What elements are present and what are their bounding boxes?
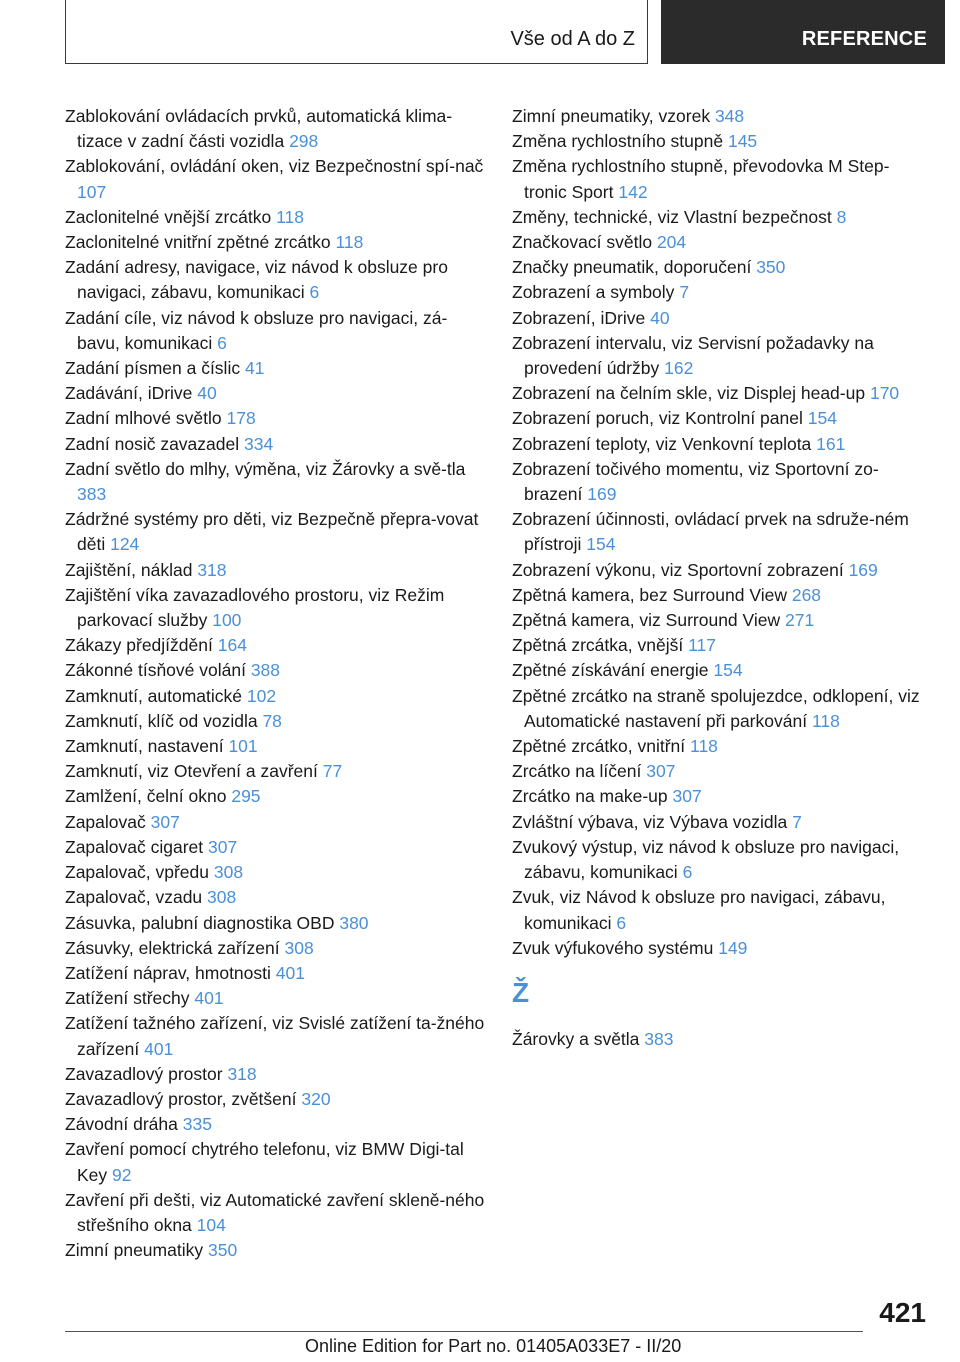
index-entry [512, 306, 932, 331]
index-entry-page-link[interactable]: 107 [77, 181, 107, 202]
index-entry-page-link[interactable]: 178 [226, 408, 256, 429]
index-entry-page-link[interactable]: 348 [714, 106, 745, 126]
index-entry-text: Zobrazení, iDrive [512, 307, 646, 328]
index-entry-page-link[interactable]: 40 [650, 307, 670, 328]
index-entry-page-link[interactable]: 307 [150, 811, 180, 832]
index-entry [65, 759, 485, 784]
index-entry [512, 759, 932, 784]
index-entry-page-link[interactable]: 142 [618, 181, 648, 202]
index-entry-text: Zrcátko na make-up [512, 786, 668, 807]
index-entry [65, 205, 485, 230]
index-entries-letter [512, 1027, 932, 1052]
index-entry-text: Zákazy předjíždění [65, 635, 213, 656]
index-entry [512, 255, 932, 280]
index-entry-page-link[interactable]: 350 [756, 257, 786, 278]
index-entry-page-link[interactable]: 102 [246, 685, 277, 706]
index-entry [65, 784, 485, 809]
index-entry-text: Změna rychlostního stupně [512, 131, 724, 152]
index-entry [512, 1027, 932, 1052]
index-entry [512, 885, 932, 935]
index-entry-page-link[interactable]: 149 [718, 937, 748, 958]
index-entry-text: Zobrazení a symboly [512, 282, 675, 303]
index-entry [65, 255, 485, 305]
index-entry-page-link[interactable]: 350 [207, 1240, 238, 1261]
index-entry-text: Zavření při dešti, viz Automatické zavření skleně-ného střešního okna [65, 1189, 485, 1235]
index-entry-text: Zobrazení intervalu, viz Servisní požadavky na provedení údržby [512, 332, 874, 379]
index-entry [65, 709, 485, 734]
index-entry [65, 684, 485, 709]
index-entry-page-link[interactable]: 307 [646, 761, 676, 782]
index-entry-text: Zadávání, iDrive [65, 383, 193, 404]
index-entry [65, 1238, 485, 1263]
index-entry-page-link[interactable]: 104 [196, 1214, 226, 1235]
index-entry [512, 507, 932, 557]
index-entry-text: Zadní mlhové světlo [65, 408, 222, 429]
index-entry-text: Zobrazení na čelním skle, viz Displej head-up [512, 383, 866, 404]
index-entry [512, 154, 932, 204]
index-entry-page-link[interactable]: 154 [807, 408, 837, 429]
index-entry-text: Zamknutí, klíč od vozidla [65, 710, 258, 731]
index-entry [65, 1137, 485, 1187]
index-entry [65, 1062, 485, 1087]
index-entry-page-link[interactable]: 268 [791, 584, 822, 605]
index-entry [65, 1112, 485, 1137]
index-entry-text: Zobrazení výkonu, viz Sportovní zobrazení [512, 559, 844, 580]
index-entry [65, 381, 485, 406]
index-entry-text: Zavazadlový prostor [65, 1063, 223, 1084]
index-entry-page-link[interactable]: 335 [182, 1114, 212, 1135]
index-entry-page-link[interactable]: 308 [207, 887, 237, 908]
index-entry-page-link[interactable]: 380 [339, 912, 369, 933]
index-entry-page-link[interactable]: 401 [144, 1038, 174, 1059]
index-entry [512, 558, 932, 583]
index-entry-text: Zavření pomocí chytrého telefonu, viz BMW Digi-tal Key [65, 1139, 464, 1185]
header-chapter-box [661, 0, 945, 64]
index-entry-text: Zimní pneumatiky [65, 1240, 204, 1261]
index-entry [65, 406, 485, 431]
index-entry-text: Zádržné systémy pro děti, viz Bezpečně přepra-vovat děti [65, 509, 479, 555]
index-entry-text: Zaclonitelné vnější zrcátko [65, 206, 272, 227]
index-entry [65, 306, 485, 356]
index-entry [512, 936, 932, 961]
index-entry-page-link[interactable]: 124 [110, 534, 140, 555]
index-entry-page-link[interactable]: 204 [656, 232, 687, 253]
index-entry-page-link[interactable]: 6 [616, 912, 627, 933]
index-entry-text: Změna rychlostního stupně, převodovka M Step-tronic Sport [512, 156, 890, 202]
index-entry-text: Zatížení tažného zařízení, viz Svislé zatížení ta-žného zařízení [65, 1013, 485, 1059]
index-entry [65, 432, 485, 457]
index-entry-page-link[interactable]: 271 [785, 610, 815, 631]
index-entry [512, 104, 932, 129]
index-entry [512, 734, 932, 759]
index-entry-page-link[interactable]: 92 [112, 1164, 132, 1185]
index-entry-page-link[interactable]: 41 [244, 358, 265, 379]
index-entry-page-link[interactable]: 295 [231, 786, 261, 807]
index-entry [65, 860, 485, 885]
index-entry-text: Značky pneumatik, doporučení [512, 257, 752, 278]
index-entry-page-link[interactable]: 8 [836, 206, 847, 227]
index-entry-text: Zobrazení účinnosti, ovládací prvek na sdruže-ném přístroji [512, 509, 909, 555]
index-entry [512, 633, 932, 658]
index-entry-page-link[interactable]: 161 [816, 433, 846, 454]
index-entry [65, 658, 485, 683]
index-entry-page-link[interactable]: 334 [244, 433, 274, 454]
index-entry [512, 784, 932, 809]
index-entry-page-link[interactable]: 154 [713, 660, 743, 681]
index-entry-page-link[interactable]: 118 [276, 206, 304, 227]
index-entry-page-link[interactable]: 6 [217, 332, 227, 353]
index-entry-text: Zadání písmen a číslic [65, 358, 241, 379]
index-entry-text: Zvuk výfukového systému [512, 937, 714, 958]
index-entry-page-link[interactable]: 401 [275, 962, 305, 983]
index-entry-text: Zásuvky, elektrická zařízení [65, 937, 280, 958]
index-entry-page-link[interactable]: 320 [301, 1088, 331, 1109]
index-entry [512, 129, 932, 154]
index-entry [65, 457, 485, 507]
index-entry [65, 835, 485, 860]
index-entry-text: Zvukový výstup, viz návod k obsluze pro navigaci, zábavu, komunikaci [512, 836, 900, 883]
index-entry [512, 658, 932, 683]
index-entry-page-link[interactable]: 40 [197, 383, 217, 404]
index-entry-page-link[interactable]: 162 [664, 358, 694, 379]
index-entry [512, 230, 932, 255]
index-entry-text: Zamknutí, automatické [65, 685, 243, 706]
index-entry [65, 154, 485, 204]
index-entry-page-link[interactable]: 170 [869, 383, 900, 404]
index-entry-text: Zvláštní výbava, viz Výbava vozidla [512, 811, 788, 832]
index-entry-page-link[interactable]: 78 [262, 710, 282, 731]
index-entry-text: Zamknutí, viz Otevření a zavření [65, 761, 318, 782]
index-entry-text: Zapalovač cigaret [65, 836, 204, 857]
index-entry [65, 911, 485, 936]
index-entry-text: Zvuk, viz Návod k obsluze pro navigaci, zábavu, komunikaci [512, 887, 886, 933]
index-entry-text: Zapalovač, vzadu [65, 887, 203, 908]
index-entry [65, 633, 485, 658]
index-entry [65, 507, 485, 557]
index-entry-page-link[interactable]: 7 [792, 811, 802, 832]
index-entry-page-link[interactable]: 164 [217, 635, 247, 656]
index-entry-page-link[interactable]: 100 [212, 610, 242, 631]
index-entry-text: Zamlžení, čelní okno [65, 786, 227, 807]
index-entry-text: Zadní nosič zavazadel [65, 433, 240, 454]
index-entry [65, 936, 485, 961]
index-entry-text: Zákonné tísňové volání [65, 660, 246, 681]
index-entry-page-link[interactable]: 169 [587, 484, 617, 505]
index-entry-text: Zamknutí, nastavení [65, 736, 224, 757]
index-entry-text: Zajištění, náklad [65, 559, 193, 580]
index-entry-text: Zadní světlo do mlhy, výměna, viz Žárovky a svě-tla [65, 458, 466, 479]
index-entry-page-link[interactable]: 169 [848, 559, 878, 580]
index-entry-page-link[interactable]: 6 [682, 862, 693, 883]
index-entry-text: Značkovací světlo [512, 232, 653, 253]
index-entry-page-link[interactable]: 401 [194, 988, 224, 1009]
header-section-title: Vše od A do Z [510, 28, 635, 50]
index-entry-text: Žárovky a světla [512, 1028, 640, 1049]
index-entry-page-link[interactable]: 117 [688, 635, 716, 656]
index-entry [512, 432, 932, 457]
index-entry [65, 1011, 485, 1061]
index-entry-text: Změny, technické, viz Vlastní bezpečnost [512, 206, 832, 227]
index-entry-text: Zobrazení točivého momentu, viz Sportovní zo-brazení [512, 458, 879, 505]
index-entry-page-link[interactable]: 307 [208, 836, 238, 857]
index-letter-heading: Ž [512, 976, 530, 1008]
index-entry [65, 356, 485, 381]
index-entry-text: Zavazadlový prostor, zvětšení [65, 1088, 297, 1109]
index-entry-text: Zpětné získávání energie [512, 660, 709, 681]
index-entry [512, 280, 932, 305]
index-entry [512, 381, 932, 406]
index-entry-page-link[interactable]: 307 [672, 786, 702, 807]
index-entry-text: Zaclonitelné vnitřní zpětné zrcátko [65, 232, 331, 253]
index-entry [65, 961, 485, 986]
index-entry-text: Zobrazení poruch, viz Kontrolní panel [512, 408, 803, 429]
index-entry [512, 205, 932, 230]
index-column-left [65, 104, 485, 1263]
index-entry-page-link[interactable]: 101 [228, 736, 258, 757]
index-entry-text: Zadání adresy, navigace, viz návod k obsluze pro navigaci, zábavu, komunikaci [65, 257, 448, 303]
index-entry-page-link[interactable]: 308 [284, 937, 314, 958]
index-entry-text: Zimní pneumatiky, vzorek [512, 106, 711, 126]
index-entry [512, 583, 932, 608]
index-entry-page-link[interactable]: 154 [586, 534, 616, 555]
index-entry-text: Zablokování, ovládání oken, viz Bezpečnostní spí-nač [65, 156, 484, 177]
index-entry [512, 457, 932, 507]
page-number: 421 [879, 1297, 926, 1328]
index-entry-text: Závodní dráha [65, 1114, 178, 1135]
index-entry-page-link[interactable]: 383 [644, 1028, 674, 1049]
index-entry-text: Zatížení střechy [65, 988, 190, 1009]
index-entry [65, 1087, 485, 1112]
index-entry-text: Zajištění víka zavazadlového prostoru, viz Režim parkovací služby [65, 584, 445, 631]
index-entry-page-link[interactable]: 7 [679, 282, 690, 303]
index-entry [65, 1188, 485, 1238]
index-entry-page-link[interactable]: 118 [811, 710, 840, 731]
index-entry-page-link[interactable]: 318 [197, 559, 227, 580]
index-entry-page-link[interactable]: 145 [727, 131, 758, 152]
index-entry-page-link[interactable]: 318 [227, 1063, 257, 1084]
index-entry-page-link[interactable]: 388 [250, 660, 281, 681]
index-entry [65, 104, 485, 154]
index-entry [512, 406, 932, 431]
index-entry-page-link[interactable]: 308 [213, 862, 244, 883]
index-entry [65, 734, 485, 759]
index-entry-text: Zatížení náprav, hmotnosti [65, 962, 271, 983]
header-chapter-title: REFERENCE [801, 28, 927, 50]
index-entry [65, 558, 485, 583]
index-entry-text: Zpětné zrcátko na straně spolujezdce, odklopení, viz Automatické nastavení při parkování [512, 685, 920, 731]
index-entries-right [512, 104, 932, 961]
index-entry-page-link[interactable]: 298 [289, 131, 319, 152]
index-entry-text: Zadání cíle, viz návod k obsluze pro navigaci, zá-bavu, komunikaci [65, 307, 448, 353]
index-entry [65, 810, 485, 835]
index-entry-page-link[interactable]: 77 [322, 761, 343, 782]
index-entry-text: Zrcátko na líčení [512, 761, 642, 782]
index-entry-page-link[interactable]: 118 [335, 232, 364, 253]
index-entry [65, 583, 485, 633]
index-entry-text: Zpětná kamera, bez Surround View [512, 584, 787, 605]
index-column-right [512, 104, 932, 1052]
index-entry [512, 684, 932, 734]
index-entry-text: Zablokování ovládacích prvků, automatická klima-tizace v zadní části vozidla [65, 106, 453, 152]
index-entry-text: Zpětná kamera, viz Surround View [512, 610, 781, 631]
index-entry [512, 835, 932, 885]
index-entry [512, 331, 932, 381]
index-entry-text: Zobrazení teploty, viz Venkovní teplota [512, 433, 812, 454]
index-entry-text: Zapalovač [65, 811, 146, 832]
index-entry-text: Zpětné zrcátko, vnitřní [512, 736, 686, 757]
index-entry-page-link[interactable]: 118 [690, 736, 718, 757]
index-entry [512, 608, 932, 633]
index-entry-text: Zpětná zrcátka, vnější [512, 635, 684, 656]
index-entry [65, 230, 485, 255]
footer-edition: Online Edition for Part no. 01405A033E7 - II/20 [305, 1336, 682, 1356]
index-entry-text: Zásuvka, palubní diagnostika OBD [65, 912, 335, 933]
header-section-box [65, 0, 648, 64]
index-entry-page-link[interactable]: 6 [309, 282, 320, 303]
footer-divider [65, 1331, 863, 1332]
index-entry-page-link[interactable]: 383 [77, 484, 107, 505]
index-entry [512, 810, 932, 835]
index-entry [65, 885, 485, 910]
index-entry-text: Zapalovač, vpředu [65, 862, 209, 883]
index-entry [65, 986, 485, 1011]
